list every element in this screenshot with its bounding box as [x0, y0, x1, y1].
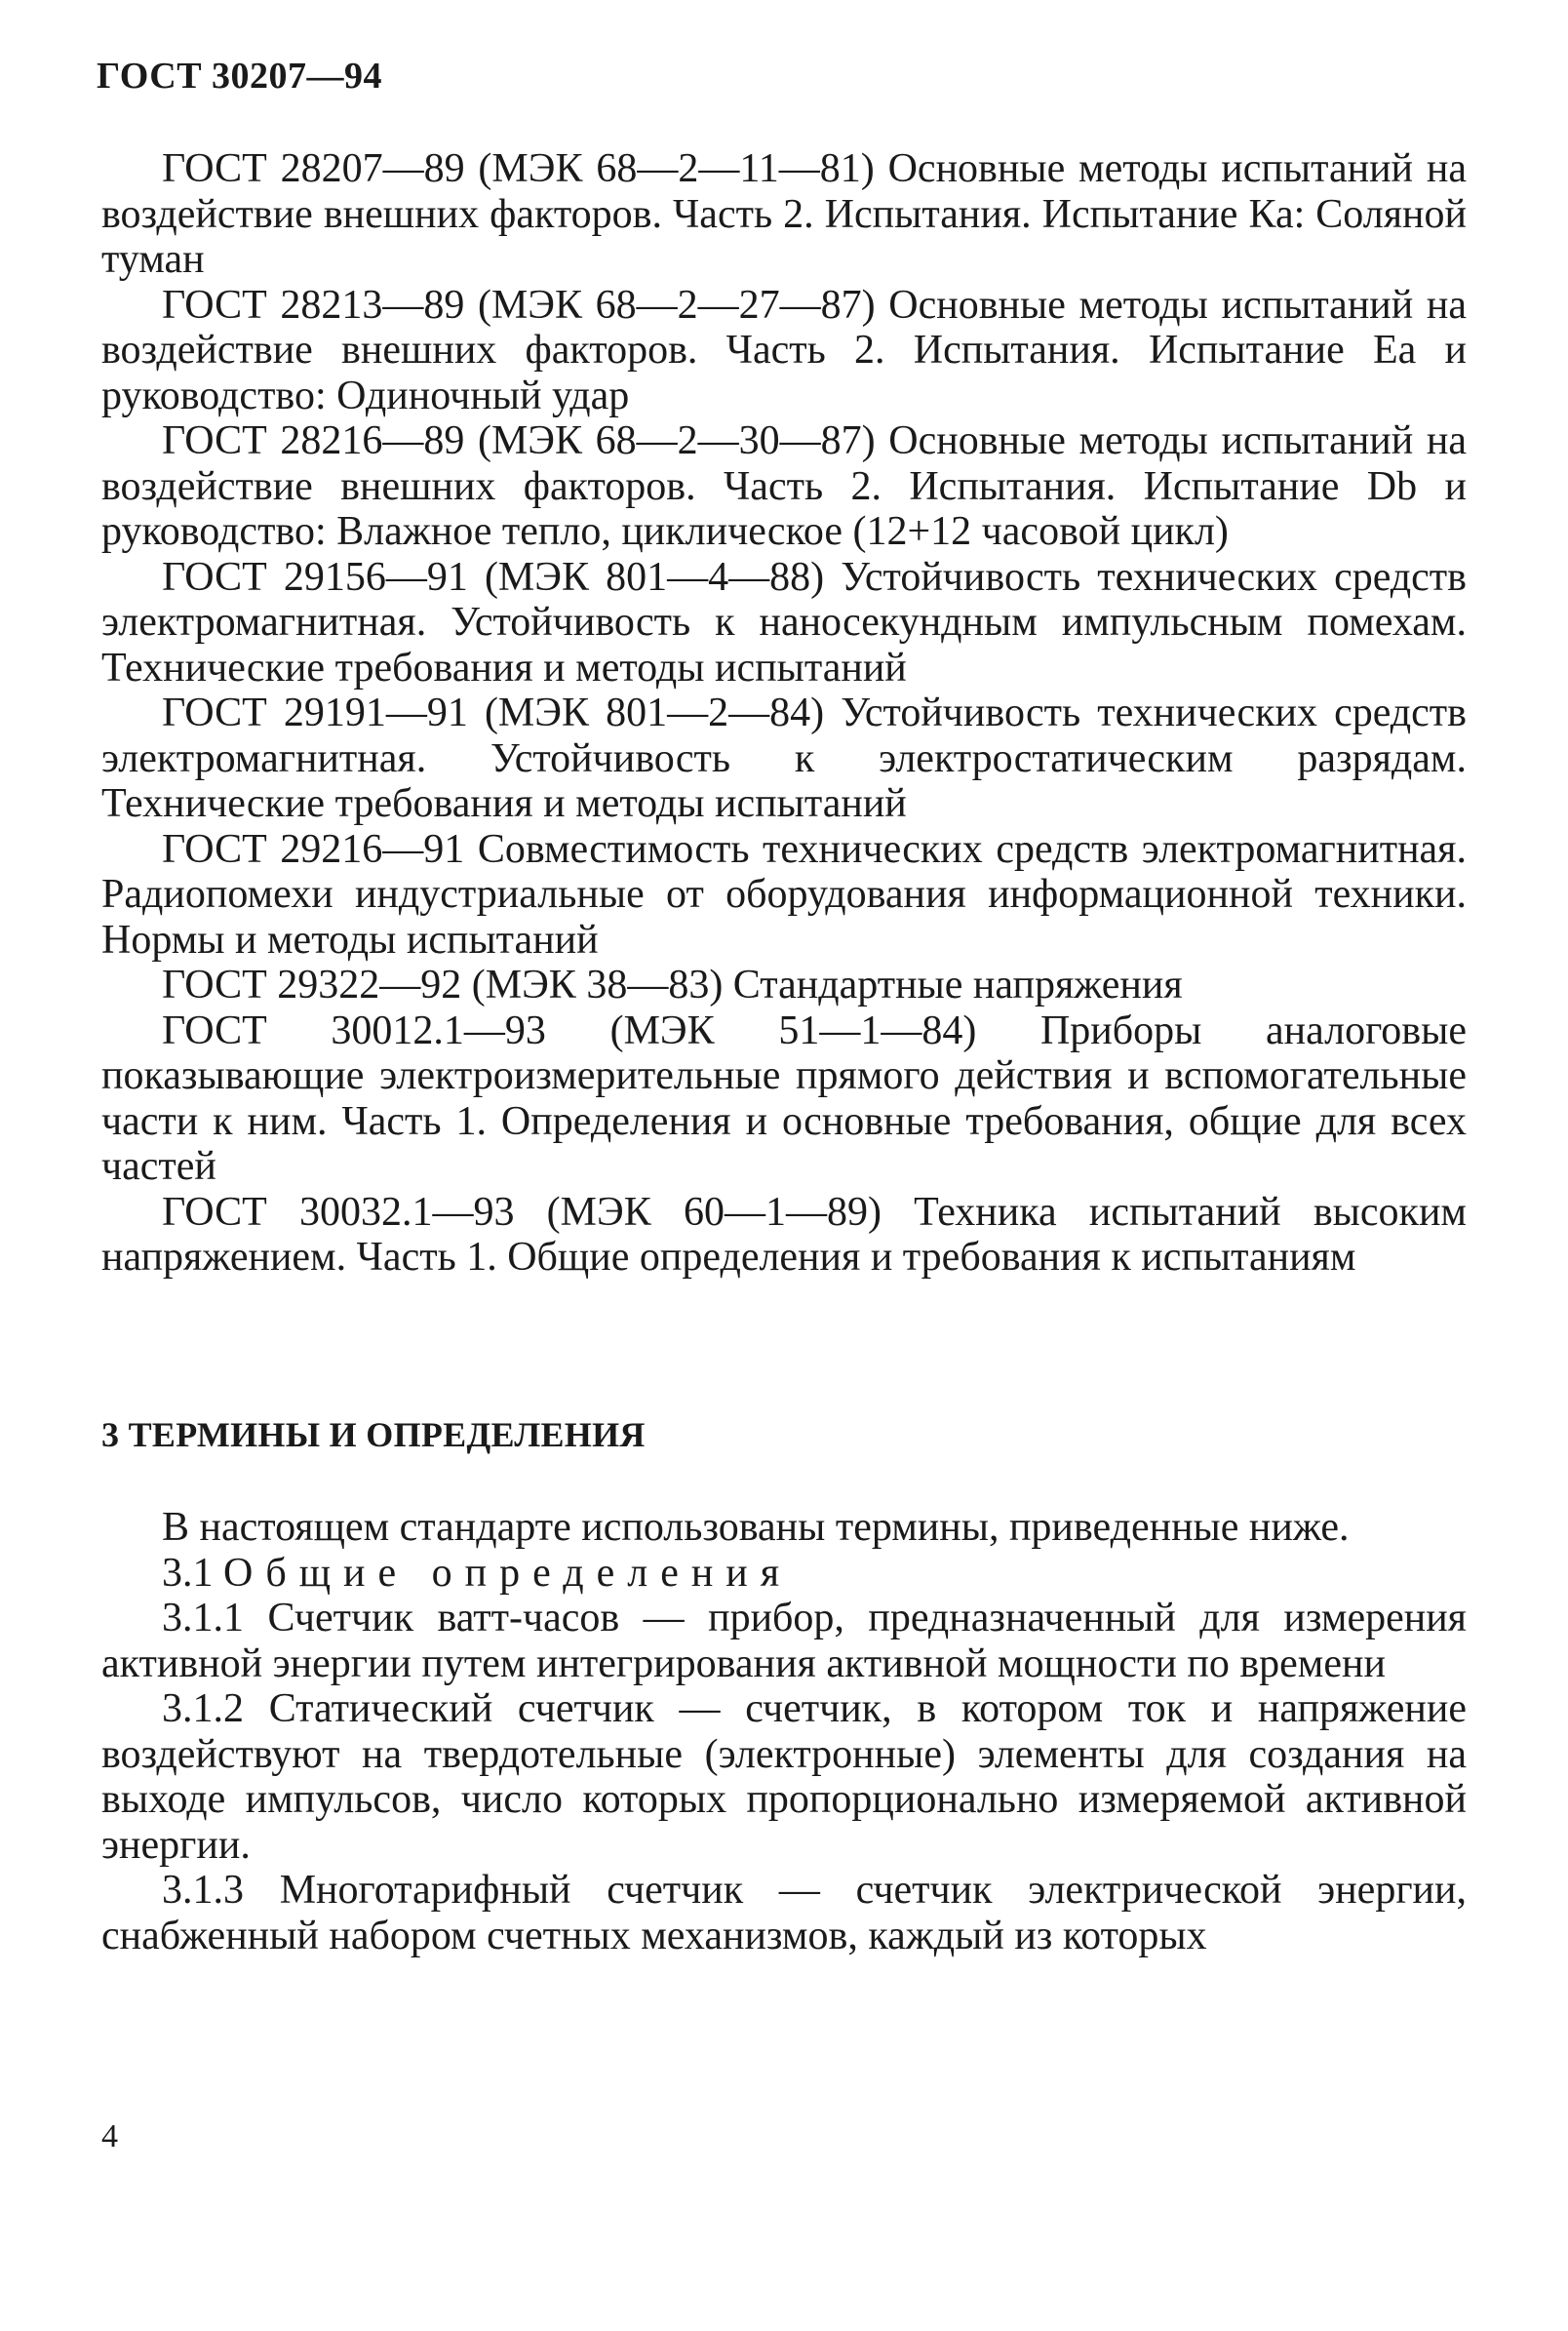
definitions-section — [101, 1505, 1467, 1958]
reference-item: ГОСТ 29191—91 (МЭК 801—2—84) Устойчивость технических средств электромагнитная. Устойчивость к электростатическим разрядам. Технические требования и методы испытаний — [101, 691, 1467, 826]
reference-item: ГОСТ 28216—89 (МЭК 68—2—30—87) Основные методы испытаний на воздействие внешних факторов. Часть 2. Испытания. Испытание Db и руководство: Влажное тепло, циклическое (12+12 часовой цикл) — [101, 418, 1467, 554]
normative-references — [101, 146, 1467, 1281]
reference-item: ГОСТ 28207—89 (МЭК 68—2—11—81) Основные методы испытаний на воздействие внешних факторов. Часть 2. Испытания. Испытание Ка: Соляной туман — [101, 146, 1467, 282]
reference-item: ГОСТ 29156—91 (МЭК 801—4—88) Устойчивость технических средств электромагнитная. Устойчивость к наносекундным импульсным помехам. Технические требования и методы испытаний — [101, 554, 1467, 691]
page-number: 4 — [101, 2118, 118, 2154]
reference-item: ГОСТ 30032.1—93 (МЭК 60—1—89) Техника испытаний высоким напряжением. Часть 1. Общие определения и требования к испытаниям — [101, 1189, 1467, 1280]
document-code-header: ГОСТ 30207—94 — [97, 56, 383, 97]
definition-item: 3.1.2 Статический счетчик — счетчик, в котором ток и напряжение воздействуют на твердотельные (электронные) элементы для создания на выходе импульсов, число которых пропорционально измеряемой активной энергии. — [101, 1686, 1467, 1868]
reference-item: ГОСТ 29322—92 (МЭК 38—83) Стандартные напряжения — [162, 963, 1183, 1007]
section-heading: 3 ТЕРМИНЫ И ОПРЕДЕЛЕНИЯ — [101, 1415, 646, 1454]
reference-item: ГОСТ 30012.1—93 (МЭК 51—1—84) Приборы аналоговые показывающие электроизмерительные прямого действия и вспомогательные части к ним. Часть 1. Определения и основные требования, общие для всех частей — [101, 1007, 1467, 1189]
definition-item: 3.1.1 Счетчик ватт-часов — прибор, предназначенный для измерения активной энергии путем интегрирования активной мощности по времени — [101, 1596, 1467, 1686]
subsection-title: Общие определения — [223, 1550, 793, 1596]
subsection-number: 3.1 — [162, 1550, 214, 1596]
reference-item: ГОСТ 28213—89 (МЭК 68—2—27—87) Основные методы испытаний на воздействие внешних факторов. Часть 2. Испытания. Испытание Еа и руководство: Одиночный удар — [101, 282, 1467, 418]
section-intro: В настоящем стандарте использованы термины, приведенные ниже. — [162, 1505, 1350, 1550]
subsection-heading — [101, 1551, 1467, 1597]
definition-item: 3.1.3 Многотарифный счетчик — счетчик электрической энергии, снабженный набором счетных механизмов, каждый из которых — [101, 1868, 1467, 1958]
reference-item: ГОСТ 29216—91 Совместимость технических средств электромагнитная. Радиопомехи индустриальные от оборудования информационной техники. Нормы и методы испытаний — [101, 826, 1467, 963]
